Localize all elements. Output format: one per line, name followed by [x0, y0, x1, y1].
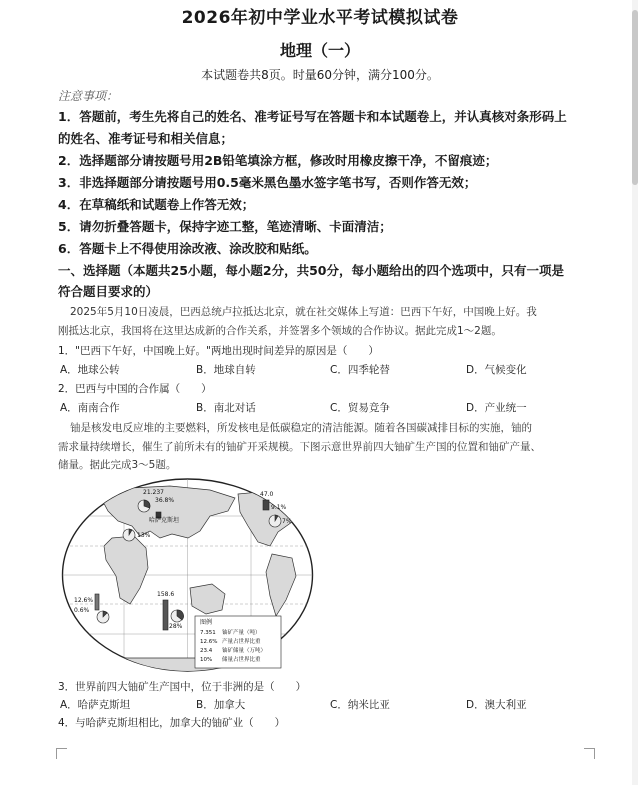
q2-option-d: D．产业统一 [466, 402, 527, 414]
canada-reserve-bar [263, 500, 269, 510]
legend-row1-value: 7.351 [200, 630, 216, 636]
namibia-percent: 12.6% [74, 597, 94, 604]
instruction-6: 6．答题卡上不得使用涂改液、涂改胶和贴纸。 [58, 241, 317, 256]
instruction-5: 5．请勿折叠答题卡，保持字迹工整，笔迹清晰、卡面清洁； [58, 219, 392, 234]
crop-mark-left [56, 748, 67, 759]
passage1-line2: 刚抵达北京，我国将在这里达成新的合作关系，并签署多个领域的合作协议。据此完成1～2题。 [58, 325, 502, 337]
q3-option-a: A．哈萨克斯坦 [60, 699, 131, 711]
passage2-line3: 储量。据此完成3～5题。 [58, 459, 177, 471]
kazakhstan-percent: 36.8% [155, 497, 175, 504]
passage2-line1: 铀是核发电反应堆的主要燃料，所发核电是低碳稳定的清洁能源。随着各国碳减排目标的实施，铀的 [70, 422, 532, 434]
exam-title: 2026年初中学业水平考试模拟试卷 [181, 8, 459, 28]
q1-option-b: B．地球自转 [196, 364, 256, 376]
australia-reserve-bar [163, 600, 168, 630]
section-heading-line2: 符合题目要求的） [58, 284, 159, 299]
legend-row2-value: 12.6% [200, 639, 218, 645]
legend-row3-text: 铀矿储量（万吨） [222, 648, 267, 654]
question-3-stem: 3．世界前四大铀矿生产国中，位于非洲的是（ ） [58, 681, 307, 693]
legend-row4-value: 10% [200, 657, 213, 663]
instruction-3: 3．非选择题部分请按题号用0.5毫米黑色墨水签字笔书写，否则作答无效； [58, 175, 477, 190]
q3-option-d: D．澳大利亚 [466, 699, 527, 711]
passage2-line2: 需求量持续增长，催生了前所未有的铀矿开采规模。下图示意世界前四大铀矿生产国的位置和铀矿产量、 [58, 441, 541, 453]
legend-row1-text: 铀矿产量（吨） [222, 630, 261, 636]
q1-option-a: A．地球公转 [60, 364, 120, 376]
question-1-stem: 1．"巴西下午好，中国晚上好。"两地出现时间差异的原因是（ ） [58, 345, 379, 357]
legend-row2-text: 产量占世界比重 [222, 639, 261, 645]
scrollbar-thumb[interactable] [632, 10, 638, 185]
q2-option-b: B．南北对话 [196, 402, 256, 414]
instruction-1b: 的姓名、准考证号和相关信息； [58, 131, 234, 146]
passage1-line1: 2025年5月10日凌晨，巴西总统卢拉抵达北京，就在社交媒体上写道：巴西下午好，中国晚上好。我 [70, 306, 537, 318]
question-4-stem: 4．与哈萨克斯坦相比，加拿大的铀矿业（ ） [58, 717, 286, 729]
notice-label: 注意事项： [58, 89, 119, 103]
legend-row3-value: 23.4 [200, 648, 213, 654]
q3-option-b: B．加拿大 [196, 699, 246, 711]
legend-title: 图例 [200, 619, 213, 626]
crop-mark-right [584, 748, 595, 759]
kazakhstan-label: 哈萨克斯坦 [149, 517, 180, 524]
world-uranium-map [60, 476, 315, 674]
namibia-reserve-percent: 0.6% [74, 607, 90, 614]
q2-option-c: C．贸易竞争 [330, 402, 390, 414]
question-2-stem: 2．巴西与中国的合作属（ ） [58, 383, 212, 395]
q3-option-c: C．纳米比亚 [330, 699, 390, 711]
canada-value: 47.0 [260, 491, 274, 498]
australia-percent: 28% [169, 623, 183, 630]
q1-option-c: C．四季轮替 [330, 364, 390, 376]
legend-row4-text: 储量占世界比重 [222, 657, 261, 663]
instruction-1a: 1．答题前，考生先将自己的姓名、准考证号写在答题卡和本试题卷上，并认真核对条形码上 [58, 109, 567, 124]
instruction-4: 4．在草稿纸和试题卷上作答无效； [58, 197, 255, 212]
instruction-2: 2．选择题部分请按题号用2B铅笔填涂方框，修改时用橡皮擦干净，不留痕迹； [58, 153, 498, 168]
kazakhstan-reserve-percent: 13% [137, 532, 151, 539]
kazakhstan-value: 21.237 [143, 489, 164, 496]
canada-sub-percent: 9.1% [271, 504, 287, 511]
q2-option-a: A．南南合作 [60, 402, 120, 414]
australia-value: 158.6 [157, 591, 175, 598]
exam-info: 本试题卷共8页。时量60分钟，满分100分。 [201, 68, 439, 82]
canada-percent: 7% [282, 518, 292, 525]
subject-title: 地理（一） [279, 41, 360, 60]
namibia-production-bar [95, 594, 99, 610]
section-heading-line1: 一、选择题（本题共25小题，每小题2分，共50分，每小题给出的四个选项中，只有一项是 [58, 263, 564, 278]
q1-option-d: D．气候变化 [466, 364, 527, 376]
map-legend [195, 616, 281, 668]
